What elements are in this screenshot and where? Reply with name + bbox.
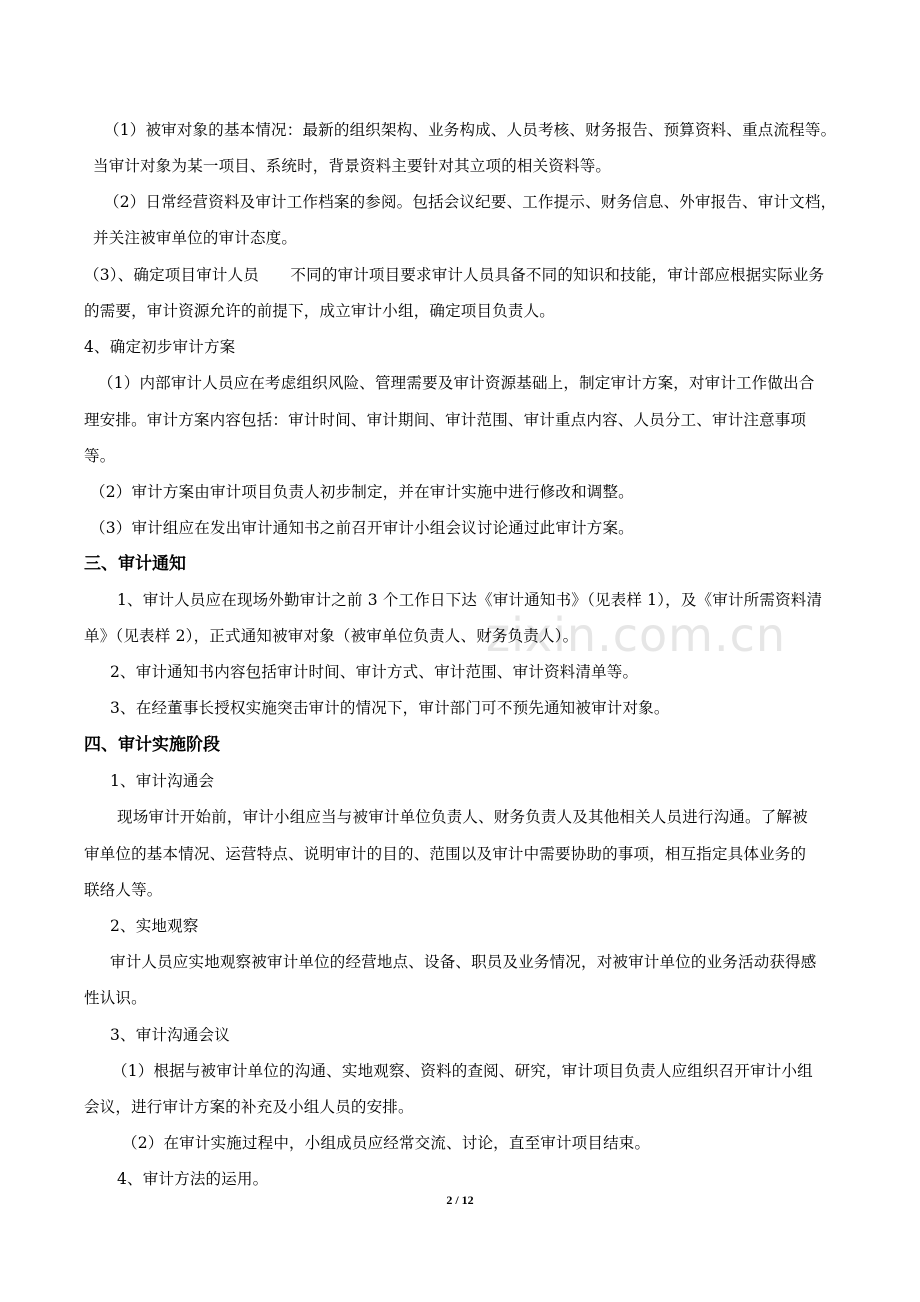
text-line: 1、审计沟通会 — [110, 772, 215, 790]
text-line: （2）日常经营资料及审计工作档案的参阅。包括会议纪要、工作提示、财务信息、外审报告、审计文档， — [104, 193, 837, 211]
text-line: 现场审计开始前，审计小组应当与被审计单位负责人、财务负责人及其他相关人员进行沟通。了解被 — [117, 808, 808, 826]
section-heading: 三、审计通知 — [84, 554, 186, 574]
text-line: 的需要，审计资源允许的前提下，成立审计小组，确定项目负责人。 — [84, 302, 556, 320]
watermark: zixin.com.cn — [486, 608, 787, 662]
text-line: （1）被审对象的基本情况：最新的组织架构、业务构成、人员考核、财务报告、预算资料、重点流程等。 — [104, 121, 837, 139]
text-line: 审单位的基本情况、运营特点、说明审计的目的、范围以及审计中需要协助的事项，相互指定具体业务的 — [84, 845, 807, 863]
text-line: （3）审计组应在发出审计通知书之前召开审计小组会议讨论通过此审计方案。 — [90, 519, 634, 537]
page-number: 2 / 12 — [446, 1193, 474, 1207]
text-line: 并关注被审单位的审计态度。 — [93, 229, 298, 247]
text-line: 当审计对象为某一项目、系统时，背景资料主要针对其立项的相关资料等。 — [93, 157, 612, 175]
text-line: 3、在经董事长授权实施突击审计的情况下，审计部门可不预先通知被审计对象。 — [110, 699, 670, 717]
text-line: （2）在审计实施过程中，小组成员应经常交流、讨论，直至审计项目结束。 — [122, 1134, 651, 1152]
text-line: 3、审计沟通会议 — [110, 1026, 230, 1044]
text-line: 2、审计通知书内容包括审计时间、审计方式、审计范围、审计资料清单等。 — [110, 663, 639, 681]
text-line: （1）内部审计人员应在考虑组织风险、管理需要及审计资源基础上，制定审计方案，对审计工作做出合 — [98, 374, 815, 392]
text-line: 1、审计人员应在现场外勤审计之前 3 个工作日下达《审计通知书》（见表样 1），及《审计所需资料清 — [117, 591, 823, 609]
text-line: 等。 — [84, 447, 116, 465]
text-line: 审计人员应实地观察被审计单位的经营地点、设备、职员及业务情况，对被审计单位的业务活动获得感 — [110, 953, 817, 971]
text-line: 4、确定初步审计方案 — [84, 338, 236, 356]
text-line: （2）审计方案由审计项目负责人初步制定，并在审计实施中进行修改和调整。 — [90, 483, 634, 501]
text-line: 4、审计方法的运用。 — [117, 1170, 269, 1188]
text-line: 理安排。审计方案内容包括：审计时间、审计期间、审计范围、审计重点内容、人员分工、审计注意事项 — [84, 411, 807, 429]
text-line: 性认识。 — [84, 989, 147, 1007]
text-line: （3）、确定项目审计人员 不同的审计项目要求审计人员具备不同的知识和技能，审计部应根据实际业务 — [84, 266, 825, 284]
text-line: 会议，进行审计方案的补充及小组人员的安排。 — [84, 1098, 414, 1116]
text-line: 联络人等。 — [84, 881, 163, 899]
section-heading: 四、审计实施阶段 — [84, 735, 220, 755]
text-line: （1）根据与被审计单位的沟通、实地观察、资料的查阅、研究，审计项目负责人应组织召开审计小组 — [112, 1062, 813, 1080]
text-line: 2、实地观察 — [110, 917, 199, 935]
text-line: 单》（见表样 2），正式通知被审对象（被审单位负责人、财务负责人）。 — [84, 627, 579, 645]
